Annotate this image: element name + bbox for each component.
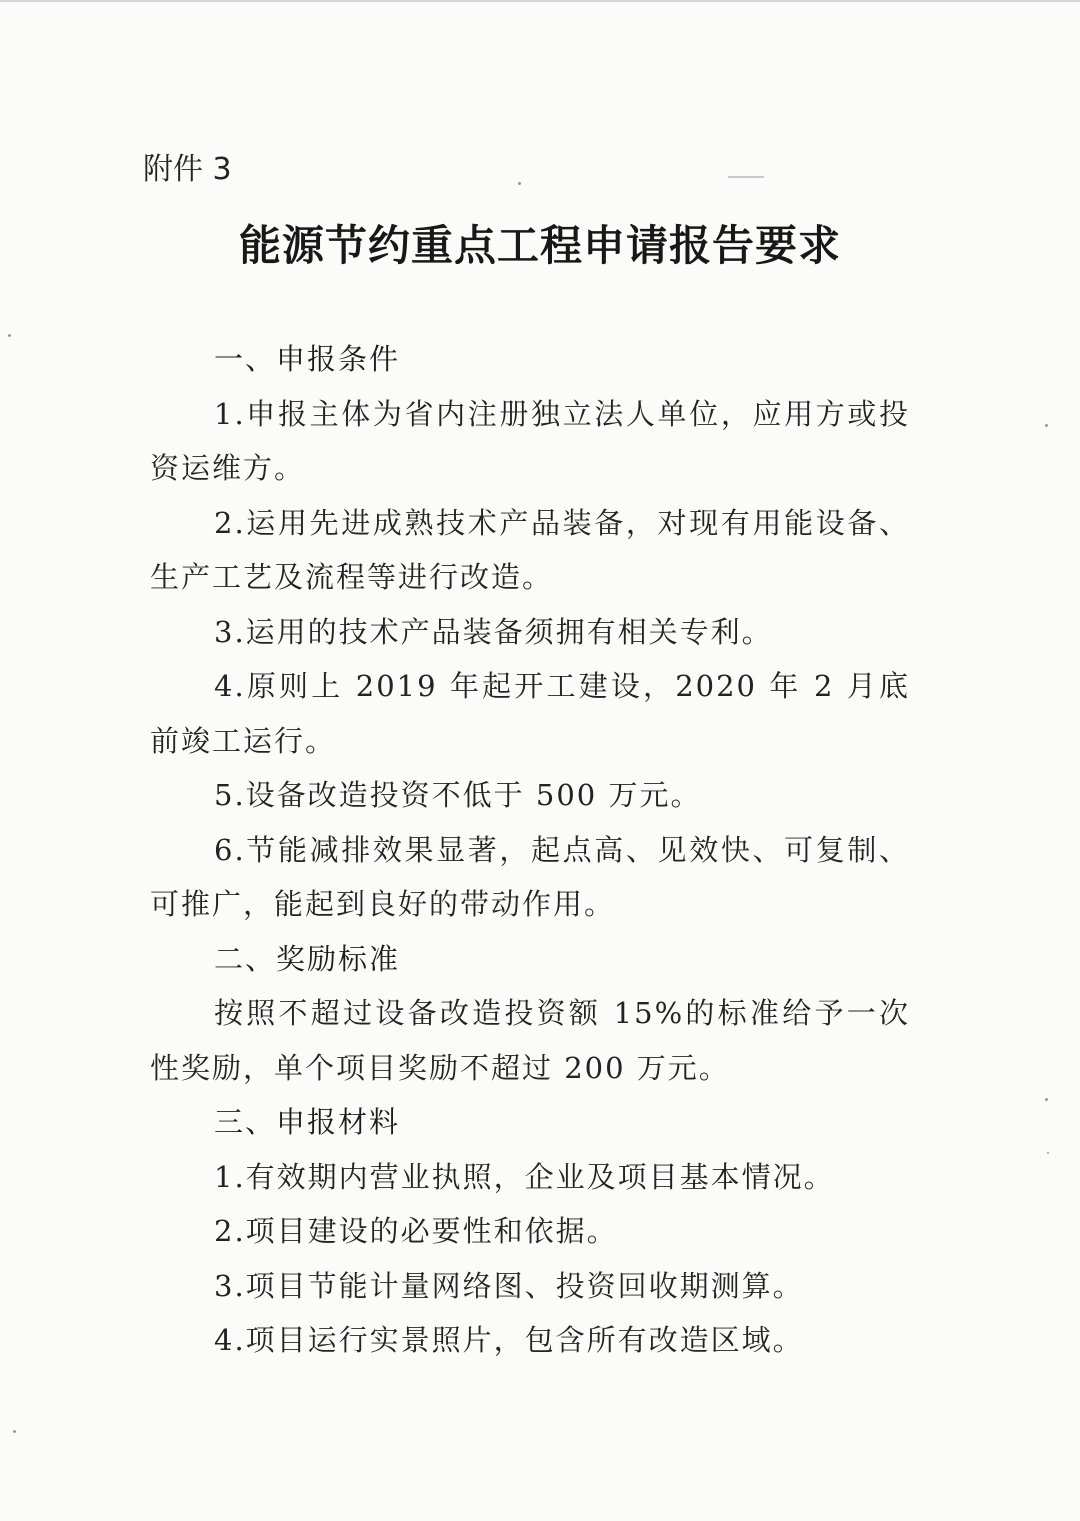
materials-item-3: 3.项目节能计量网络图、投资回收期测算。 <box>214 1268 804 1303</box>
eligibility-item-5: 5.设备改造投资不低于 500 万元。 <box>214 778 702 812</box>
scan-speck <box>518 182 521 185</box>
eligibility-item-4: 4.原则上 2019 年起开工建设，2020 年 2 月底前竣工运行。 <box>150 669 910 758</box>
section-heading-materials: 三、申报材料 <box>214 1105 401 1139</box>
section-heading-reward: 二、奖励标准 <box>214 941 401 976</box>
scan-speck <box>13 1430 16 1433</box>
scan-smudge <box>728 176 764 178</box>
document-title: 能源节约重点工程申请报告要求 <box>238 221 841 270</box>
section-heading-eligibility: 一、申报条件 <box>214 342 401 376</box>
document-body <box>150 332 910 1368</box>
reward-standard-text: 按照不超过设备改造投资额 15%的标准给予一次性奖励，单个项目奖励不超过 200 万元。 <box>150 996 910 1085</box>
materials-item-1: 1.有效期内营业执照，企业及项目基本情况。 <box>214 1159 835 1194</box>
eligibility-item-6: 6.节能减排效果显著，起点高、见效快、可复制、可推广，能起到良好的带动作用。 <box>150 832 910 921</box>
scan-edge-line <box>0 0 1080 2</box>
attachment-label: 附件 3 <box>143 152 232 187</box>
scan-speck <box>8 334 11 337</box>
eligibility-item-2: 2.运用先进成熟技术产品装备，对现有用能设备、生产工艺及流程等进行改造。 <box>150 505 910 594</box>
scan-speck <box>1045 1098 1048 1101</box>
scan-speck <box>1047 1152 1049 1154</box>
materials-item-2: 2.项目建设的必要性和依据。 <box>214 1214 618 1248</box>
eligibility-item-3: 3.运用的技术产品装备须拥有相关专利。 <box>214 614 773 649</box>
scan-speck <box>1045 424 1048 427</box>
eligibility-item-1: 1.申报主体为省内注册独立法人单位，应用方或投资运维方。 <box>150 396 910 485</box>
materials-item-4: 4.项目运行实景照片，包含所有改造区域。 <box>214 1323 804 1357</box>
